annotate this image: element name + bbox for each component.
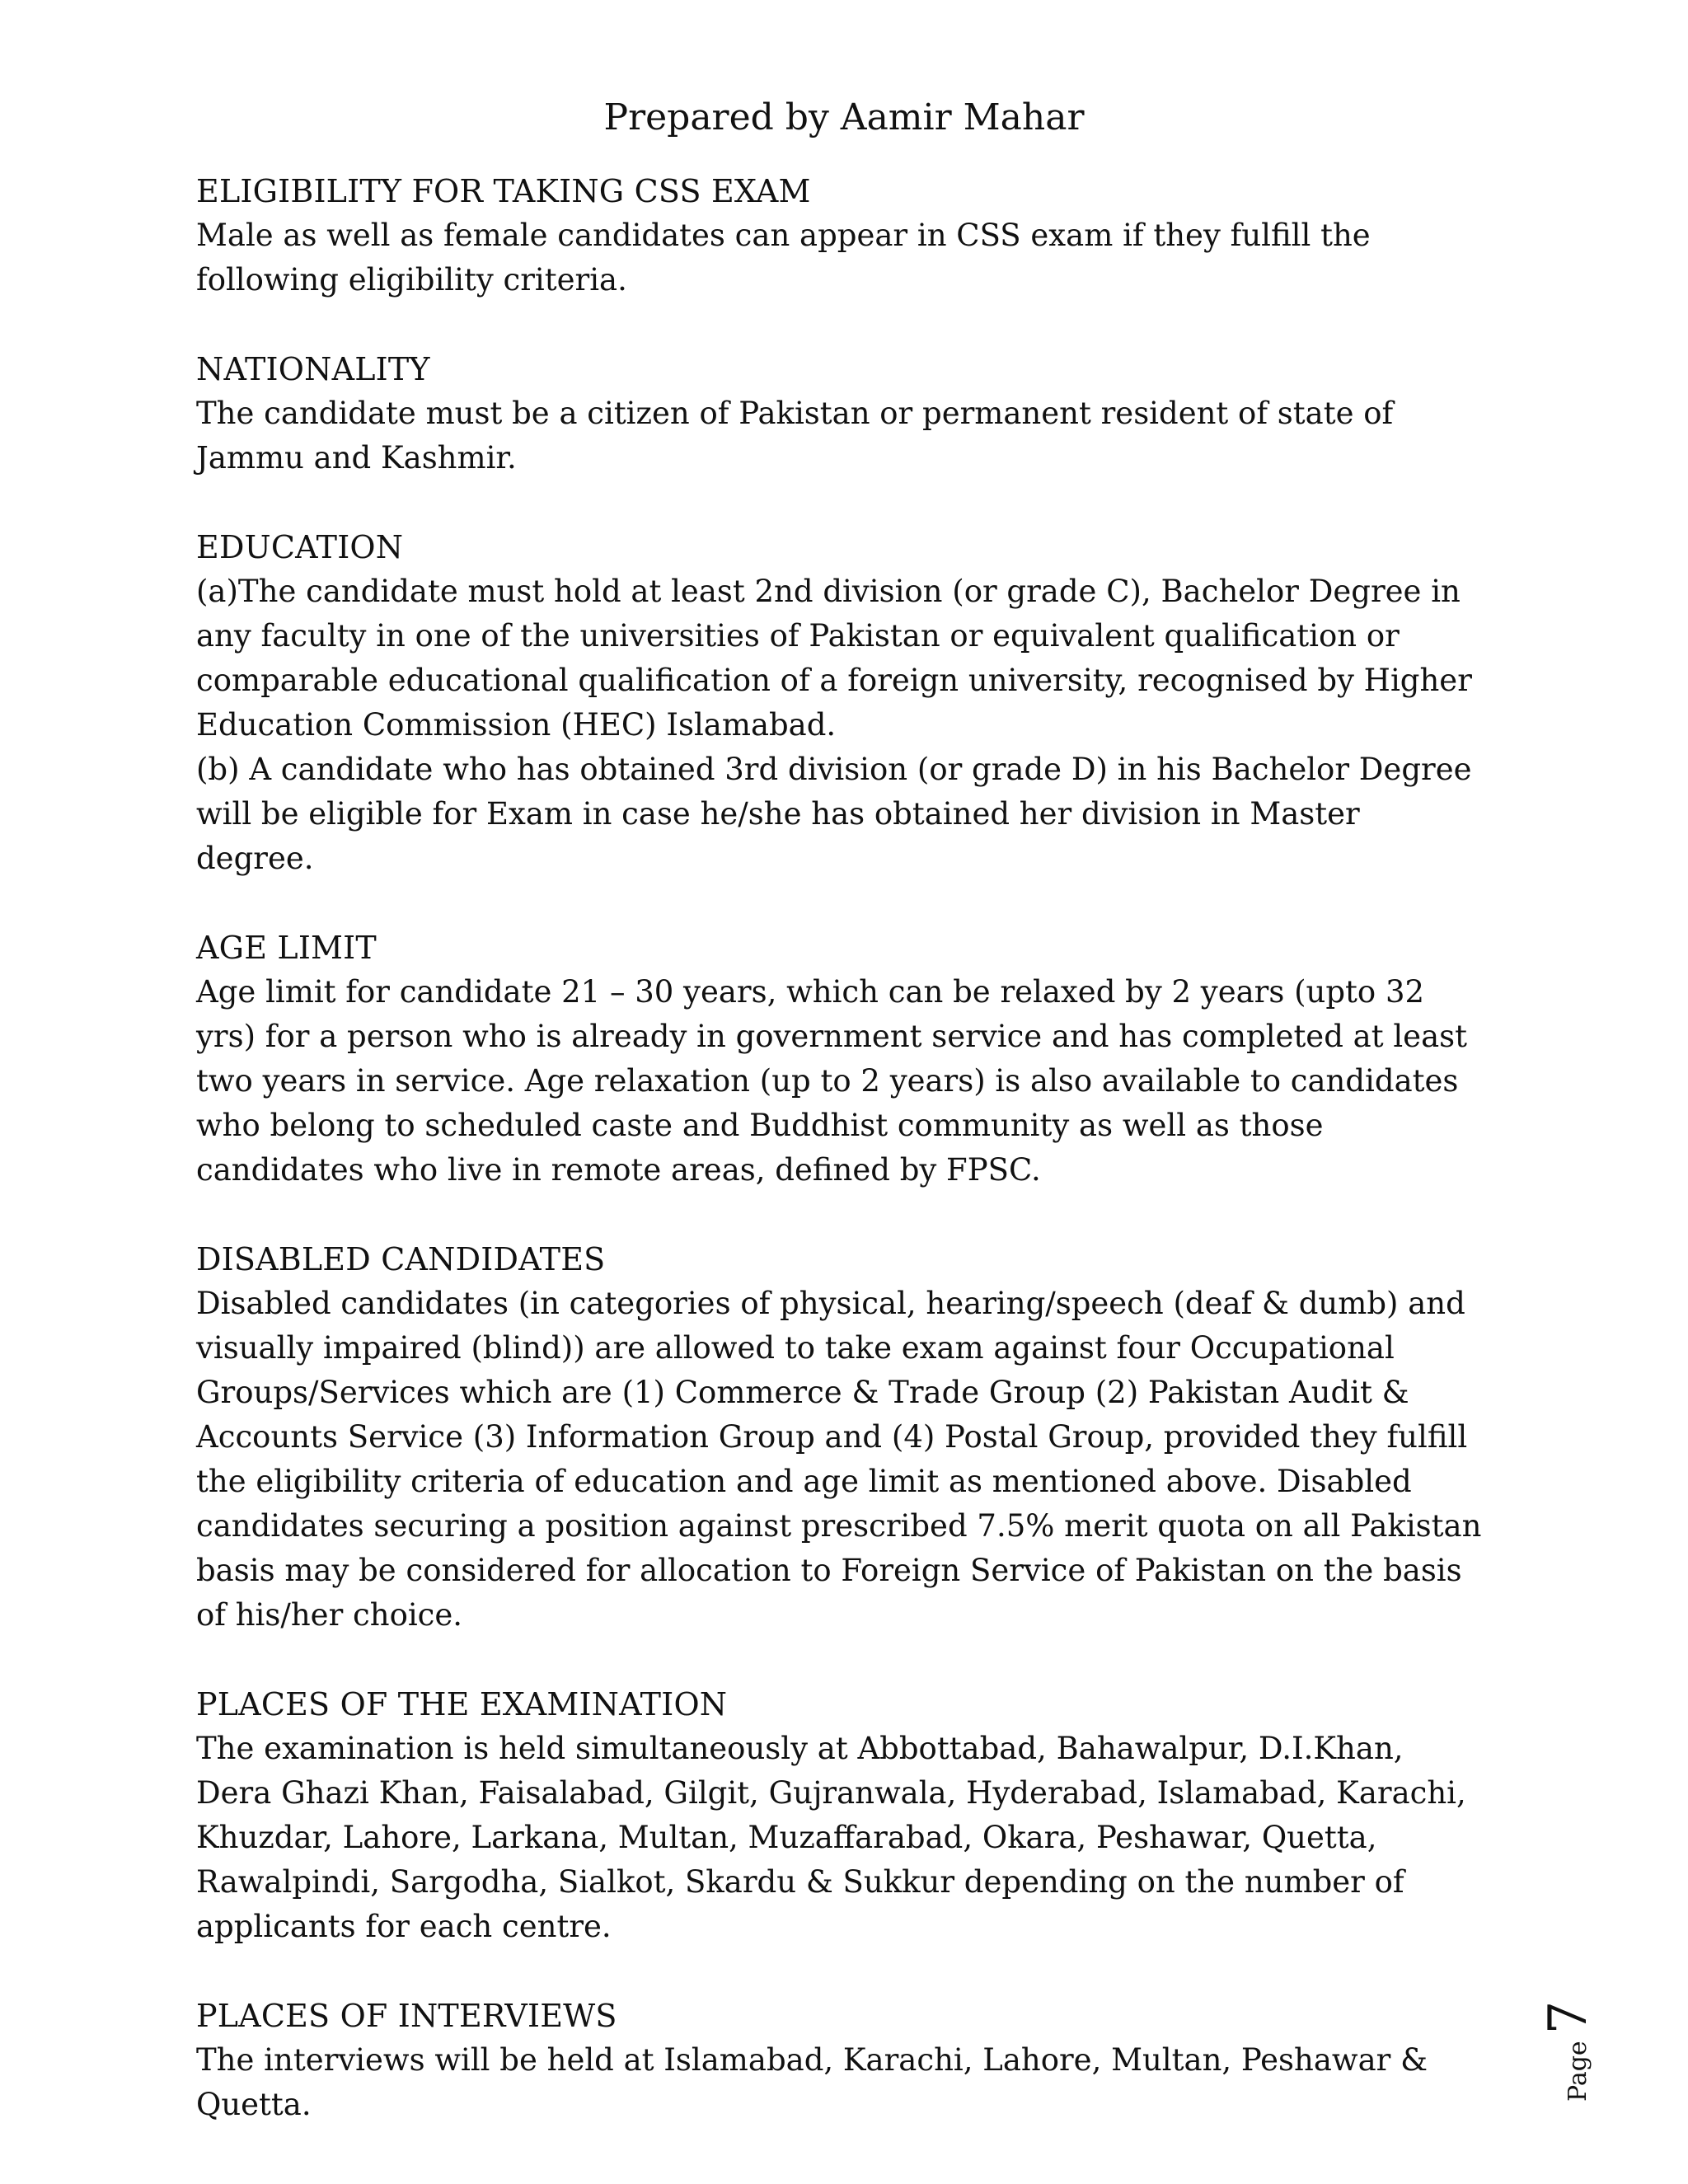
- page-label: Page: [1564, 2041, 1592, 2102]
- page-number-block: [1533, 1974, 1657, 2102]
- section-nationality: [196, 347, 1482, 480]
- section-eligibility: [196, 169, 1482, 302]
- section-paragraph: Disabled candidates (in categories of physical, hearing/speech (deaf & dumb) and visually impaired (blind)) are allowed to take exam against four Occupational Groups/Services which are (1) Commerce & Trade Group (2) Pakistan Audit & Accounts Service (3) Information Group and (4) Postal Group, provided they fulfill the eligibility criteria of education and age limit as mentioned above. Disabled candidates securing a position against prescribed 7.5% merit quota on all Pakistan basis may be considered for allocation to Foreign Service of Pakistan on the basis of his/her choice.: [196, 1286, 1482, 1633]
- section-age-limit: [196, 926, 1482, 1193]
- section-education: [196, 525, 1482, 881]
- section-paragraph: The examination is held simultaneously at Abbottabad, Bahawalpur, D.I.Khan, Dera Ghazi Khan, Faisalabad, Gilgit, Gujranwala, Hyderabad, Islamabad, Karachi, Khuzdar, Lahore, Larkana, Multan, Muzaffarabad, Okara, Peshawar, Quetta, Rawalpindi, Sargodha, Sialkot, Skardu & Sukkur depending on the number of applicants for each centre.: [196, 1731, 1466, 1944]
- section-paragraph: Age limit for candidate 21 – 30 years, which can be relaxed by 2 years (upto 32 yrs) for a person who is already in government service and has completed at least two years in service. Age relaxation (up to 2 years) is also available to candidates who belong to scheduled caste and Buddhist community as well as those candidates who live in remote areas, defined by FPSC.: [196, 974, 1467, 1188]
- section-heading: PLACES OF THE EXAMINATION: [196, 1686, 728, 1722]
- section-places-of-examination: [196, 1682, 1482, 1949]
- section-heading: DISABLED CANDIDATES: [196, 1241, 606, 1277]
- page-header: Prepared by Aamir Mahar: [603, 96, 1085, 138]
- section-heading: PLACES OF INTERVIEWS: [196, 1998, 617, 2034]
- page-number: 7: [1538, 2000, 1599, 2035]
- section-heading: ELIGIBILITY FOR TAKING CSS EXAM: [196, 173, 811, 209]
- section-paragraph: (a)The candidate must hold at least 2nd division (or grade C), Bachelor Degree in any faculty in one of the universities of Pakistan or equivalent qualification or comparable educational qualification of a foreign university, recognised by Higher Education Commission (HEC) Islamabad.: [196, 574, 1472, 743]
- section-paragraph: Male as well as female candidates can appear in CSS exam if they fulfill the following eligibility criteria.: [196, 218, 1371, 298]
- section-places-of-interviews: [196, 1994, 1482, 2127]
- document-body: [196, 169, 1482, 2172]
- section-paragraph: The candidate must be a citizen of Pakistan or permanent resident of state of Jammu and Kashmir.: [196, 396, 1394, 476]
- section-heading: EDUCATION: [196, 529, 404, 565]
- section-disabled-candidates: [196, 1237, 1482, 1638]
- section-paragraph: The interviews will be held at Islamabad, Karachi, Lahore, Multan, Peshawar & Quetta.: [196, 2042, 1428, 2122]
- section-heading: NATIONALITY: [196, 351, 430, 387]
- section-heading: AGE LIMIT: [196, 930, 377, 966]
- section-paragraph: (b) A candidate who has obtained 3rd division (or grade D) in his Bachelor Degree will be eligible for Exam in case he/she has obtained her division in Master degree.: [196, 752, 1472, 876]
